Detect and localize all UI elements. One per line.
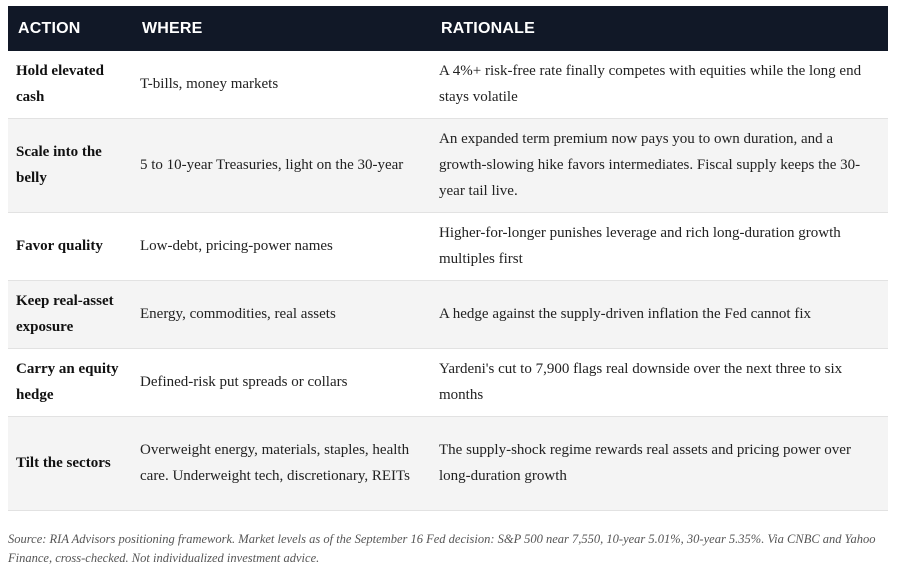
- header-action: ACTION: [18, 19, 81, 37]
- source-note: Source: RIA Advisors positioning framework. Market levels as of the September 16 Fed decision: S&P 500 near 7,550, 10-year 5.01%, 30-year 5.35%. Via CNBC and Yahoo Finance, cross-checked. Not individualized investment advice.: [8, 532, 876, 565]
- row-rationale: Higher-for-longer punishes leverage and rich long-duration growth multiples first: [431, 212, 888, 280]
- header-rationale: RATIONALE: [441, 19, 535, 37]
- row-where: Overweight energy, materials, staples, health care. Underweight tech, discretionary, REITs: [132, 416, 431, 510]
- table-row: [8, 280, 888, 348]
- header-row: [8, 6, 888, 51]
- header-where: WHERE: [142, 19, 203, 37]
- row-rationale: Yardeni's cut to 7,900 flags real downside over the next three to six months: [431, 348, 888, 416]
- table-row: [8, 51, 888, 118]
- table-row: [8, 212, 888, 280]
- positioning-table-container: [8, 6, 888, 511]
- row-action: Tilt the sectors: [8, 416, 132, 510]
- row-where: Defined-risk put spreads or collars: [132, 348, 431, 416]
- row-action: Scale into the belly: [8, 118, 132, 212]
- row-rationale: An expanded term premium now pays you to own duration, and a growth-slowing hike favors intermediates. Fiscal supply keeps the 30-year tail live.: [431, 118, 888, 212]
- row-where: 5 to 10-year Treasuries, light on the 30-year: [132, 118, 431, 212]
- table-row: [8, 416, 888, 510]
- row-where: Low-debt, pricing-power names: [132, 212, 431, 280]
- row-action: Hold elevated cash: [8, 51, 132, 118]
- row-where: Energy, commodities, real assets: [132, 280, 431, 348]
- row-where: T-bills, money markets: [132, 51, 431, 118]
- table-row: [8, 348, 888, 416]
- row-rationale: A hedge against the supply-driven inflation the Fed cannot fix: [431, 280, 888, 348]
- row-rationale: A 4%+ risk-free rate finally competes with equities while the long end stays volatile: [431, 51, 888, 118]
- row-action: Carry an equity hedge: [8, 348, 132, 416]
- table-body: [8, 51, 888, 510]
- row-rationale: The supply-shock regime rewards real assets and pricing power over long-duration growth: [431, 416, 888, 510]
- row-action: Favor quality: [8, 212, 132, 280]
- table-header: [8, 6, 888, 51]
- positioning-table: [8, 6, 888, 511]
- row-action: Keep real-asset exposure: [8, 280, 132, 348]
- table-row: [8, 118, 888, 212]
